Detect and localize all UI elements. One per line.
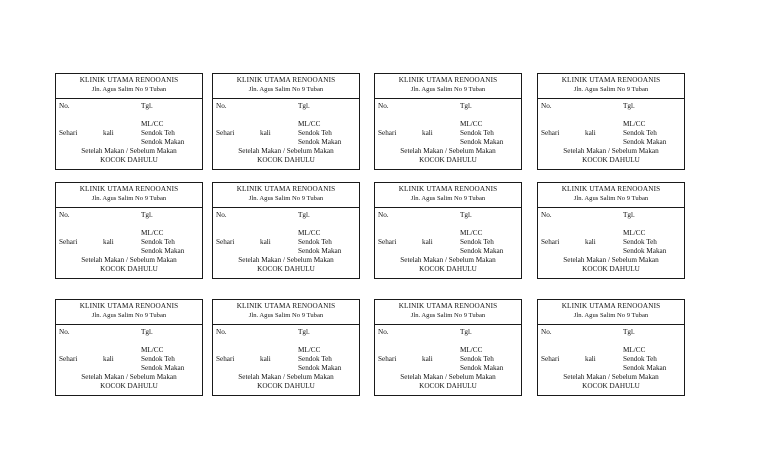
- dose-unit-tablespoon: Sendok Makan: [298, 138, 342, 146]
- clinic-address: Jln. Agus Salim No 9 Tuban: [410, 195, 486, 202]
- dose-unit-mlcc: ML/CC: [623, 120, 646, 128]
- prescription-label: [374, 299, 522, 396]
- date-field-label: Tgl.: [298, 328, 310, 336]
- label-header: [375, 300, 521, 325]
- meal-instruction: Setelah Makan / Sebelum Makan: [400, 256, 496, 264]
- number-field-label: No.: [59, 102, 70, 110]
- shake-instruction: KOCOK DAHULU: [100, 156, 158, 164]
- meal-instruction: Setelah Makan / Sebelum Makan: [81, 256, 177, 264]
- date-field-label: Tgl.: [623, 211, 635, 219]
- number-field-label: No.: [216, 211, 227, 219]
- shake-instruction: KOCOK DAHULU: [419, 156, 477, 164]
- date-field-label: Tgl.: [141, 211, 153, 219]
- prescription-label: [55, 299, 203, 396]
- dose-unit-mlcc: ML/CC: [141, 120, 164, 128]
- label-body: [56, 325, 202, 395]
- dose-unit-tablespoon: Sendok Makan: [623, 364, 667, 372]
- per-day-label: Sehari: [59, 238, 78, 246]
- dose-unit-tablespoon: Sendok Makan: [623, 247, 667, 255]
- dose-unit-teaspoon: Sendok Teh: [141, 238, 175, 246]
- label-body: [538, 325, 684, 395]
- clinic-address: Jln. Agus Salim No 9 Tuban: [91, 312, 167, 319]
- meal-instruction: Setelah Makan / Sebelum Makan: [400, 147, 496, 155]
- label-body: [375, 208, 521, 278]
- times-label: kali: [103, 129, 114, 137]
- clinic-name: KLINIK UTAMA RENOOANIS: [398, 185, 498, 193]
- clinic-address: Jln. Agus Salim No 9 Tuban: [573, 195, 649, 202]
- label-header: [375, 183, 521, 208]
- dose-unit-teaspoon: Sendok Teh: [460, 238, 494, 246]
- per-day-label: Sehari: [59, 129, 78, 137]
- label-header: [56, 74, 202, 99]
- prescription-label: [212, 299, 360, 396]
- clinic-name: KLINIK UTAMA RENOOANIS: [79, 76, 179, 84]
- prescription-label: [537, 182, 685, 279]
- clinic-address: Jln. Agus Salim No 9 Tuban: [91, 86, 167, 93]
- label-body: [538, 99, 684, 169]
- prescription-label: [55, 73, 203, 170]
- meal-instruction: Setelah Makan / Sebelum Makan: [400, 373, 496, 381]
- shake-instruction: KOCOK DAHULU: [582, 265, 640, 273]
- prescription-label: [212, 182, 360, 279]
- number-field-label: No.: [378, 211, 389, 219]
- times-label: kali: [422, 129, 433, 137]
- dose-unit-teaspoon: Sendok Teh: [298, 129, 332, 137]
- dose-unit-teaspoon: Sendok Teh: [623, 238, 657, 246]
- clinic-address: Jln. Agus Salim No 9 Tuban: [91, 195, 167, 202]
- dose-unit-mlcc: ML/CC: [460, 120, 483, 128]
- dose-unit-tablespoon: Sendok Makan: [298, 364, 342, 372]
- label-body: [213, 325, 359, 395]
- per-day-label: Sehari: [378, 355, 397, 363]
- per-day-label: Sehari: [378, 238, 397, 246]
- dose-unit-teaspoon: Sendok Teh: [623, 355, 657, 363]
- times-label: kali: [260, 355, 271, 363]
- clinic-address: Jln. Agus Salim No 9 Tuban: [410, 312, 486, 319]
- date-field-label: Tgl.: [460, 328, 472, 336]
- label-header: [538, 300, 684, 325]
- shake-instruction: KOCOK DAHULU: [100, 382, 158, 390]
- shake-instruction: KOCOK DAHULU: [419, 382, 477, 390]
- meal-instruction: Setelah Makan / Sebelum Makan: [238, 256, 334, 264]
- times-label: kali: [103, 355, 114, 363]
- shake-instruction: KOCOK DAHULU: [100, 265, 158, 273]
- shake-instruction: KOCOK DAHULU: [582, 382, 640, 390]
- meal-instruction: Setelah Makan / Sebelum Makan: [563, 373, 659, 381]
- number-field-label: No.: [59, 328, 70, 336]
- per-day-label: Sehari: [59, 355, 78, 363]
- shake-instruction: KOCOK DAHULU: [419, 265, 477, 273]
- date-field-label: Tgl.: [141, 102, 153, 110]
- label-body: [375, 325, 521, 395]
- dose-unit-tablespoon: Sendok Makan: [141, 247, 185, 255]
- dose-unit-teaspoon: Sendok Teh: [141, 355, 175, 363]
- label-body: [213, 208, 359, 278]
- dose-unit-mlcc: ML/CC: [623, 346, 646, 354]
- dose-unit-mlcc: ML/CC: [623, 229, 646, 237]
- per-day-label: Sehari: [541, 238, 560, 246]
- per-day-label: Sehari: [541, 129, 560, 137]
- label-body: [538, 208, 684, 278]
- times-label: kali: [422, 355, 433, 363]
- dose-unit-teaspoon: Sendok Teh: [460, 129, 494, 137]
- number-field-label: No.: [216, 328, 227, 336]
- meal-instruction: Setelah Makan / Sebelum Makan: [81, 373, 177, 381]
- times-label: kali: [103, 238, 114, 246]
- shake-instruction: KOCOK DAHULU: [257, 265, 315, 273]
- dose-unit-tablespoon: Sendok Makan: [141, 138, 185, 146]
- label-body: [213, 99, 359, 169]
- clinic-name: KLINIK UTAMA RENOOANIS: [79, 185, 179, 193]
- dose-unit-teaspoon: Sendok Teh: [298, 238, 332, 246]
- times-label: kali: [585, 238, 596, 246]
- dose-unit-tablespoon: Sendok Makan: [141, 364, 185, 372]
- prescription-label: [374, 182, 522, 279]
- clinic-name: KLINIK UTAMA RENOOANIS: [561, 76, 661, 84]
- prescription-label: [537, 73, 685, 170]
- dose-unit-mlcc: ML/CC: [460, 346, 483, 354]
- number-field-label: No.: [541, 211, 552, 219]
- shake-instruction: KOCOK DAHULU: [257, 156, 315, 164]
- dose-unit-tablespoon: Sendok Makan: [460, 364, 504, 372]
- dose-unit-mlcc: ML/CC: [141, 346, 164, 354]
- number-field-label: No.: [378, 328, 389, 336]
- dose-unit-mlcc: ML/CC: [298, 120, 321, 128]
- dose-unit-tablespoon: Sendok Makan: [460, 247, 504, 255]
- number-field-label: No.: [216, 102, 227, 110]
- shake-instruction: KOCOK DAHULU: [582, 156, 640, 164]
- label-header: [213, 300, 359, 325]
- clinic-address: Jln. Agus Salim No 9 Tuban: [248, 86, 324, 93]
- dose-unit-teaspoon: Sendok Teh: [298, 355, 332, 363]
- per-day-label: Sehari: [378, 129, 397, 137]
- dose-unit-teaspoon: Sendok Teh: [141, 129, 175, 137]
- label-header: [213, 183, 359, 208]
- per-day-label: Sehari: [216, 129, 235, 137]
- per-day-label: Sehari: [216, 238, 235, 246]
- meal-instruction: Setelah Makan / Sebelum Makan: [563, 256, 659, 264]
- prescription-label: [537, 299, 685, 396]
- clinic-name: KLINIK UTAMA RENOOANIS: [561, 302, 661, 310]
- date-field-label: Tgl.: [460, 211, 472, 219]
- prescription-label: [55, 182, 203, 279]
- number-field-label: No.: [541, 328, 552, 336]
- dose-unit-tablespoon: Sendok Makan: [298, 247, 342, 255]
- dose-unit-tablespoon: Sendok Makan: [623, 138, 667, 146]
- times-label: kali: [585, 355, 596, 363]
- dose-unit-mlcc: ML/CC: [141, 229, 164, 237]
- meal-instruction: Setelah Makan / Sebelum Makan: [238, 147, 334, 155]
- date-field-label: Tgl.: [298, 211, 310, 219]
- label-body: [56, 99, 202, 169]
- label-body: [56, 208, 202, 278]
- clinic-address: Jln. Agus Salim No 9 Tuban: [410, 86, 486, 93]
- label-header: [538, 74, 684, 99]
- prescription-label: [212, 73, 360, 170]
- clinic-address: Jln. Agus Salim No 9 Tuban: [248, 312, 324, 319]
- dose-unit-teaspoon: Sendok Teh: [623, 129, 657, 137]
- number-field-label: No.: [59, 211, 70, 219]
- times-label: kali: [585, 129, 596, 137]
- label-body: [375, 99, 521, 169]
- date-field-label: Tgl.: [623, 102, 635, 110]
- meal-instruction: Setelah Makan / Sebelum Makan: [238, 373, 334, 381]
- dose-unit-mlcc: ML/CC: [298, 229, 321, 237]
- date-field-label: Tgl.: [141, 328, 153, 336]
- clinic-name: KLINIK UTAMA RENOOANIS: [398, 76, 498, 84]
- clinic-address: Jln. Agus Salim No 9 Tuban: [573, 86, 649, 93]
- clinic-name: KLINIK UTAMA RENOOANIS: [79, 302, 179, 310]
- per-day-label: Sehari: [541, 355, 560, 363]
- clinic-name: KLINIK UTAMA RENOOANIS: [236, 185, 336, 193]
- dose-unit-mlcc: ML/CC: [298, 346, 321, 354]
- label-header: [538, 183, 684, 208]
- label-header: [375, 74, 521, 99]
- label-header: [56, 300, 202, 325]
- per-day-label: Sehari: [216, 355, 235, 363]
- prescription-label: [374, 73, 522, 170]
- times-label: kali: [260, 238, 271, 246]
- meal-instruction: Setelah Makan / Sebelum Makan: [563, 147, 659, 155]
- shake-instruction: KOCOK DAHULU: [257, 382, 315, 390]
- number-field-label: No.: [541, 102, 552, 110]
- clinic-name: KLINIK UTAMA RENOOANIS: [236, 302, 336, 310]
- clinic-name: KLINIK UTAMA RENOOANIS: [398, 302, 498, 310]
- meal-instruction: Setelah Makan / Sebelum Makan: [81, 147, 177, 155]
- dose-unit-tablespoon: Sendok Makan: [460, 138, 504, 146]
- date-field-label: Tgl.: [460, 102, 472, 110]
- clinic-name: KLINIK UTAMA RENOOANIS: [561, 185, 661, 193]
- dose-unit-mlcc: ML/CC: [460, 229, 483, 237]
- dose-unit-teaspoon: Sendok Teh: [460, 355, 494, 363]
- clinic-address: Jln. Agus Salim No 9 Tuban: [573, 312, 649, 319]
- times-label: kali: [260, 129, 271, 137]
- label-header: [213, 74, 359, 99]
- date-field-label: Tgl.: [298, 102, 310, 110]
- clinic-address: Jln. Agus Salim No 9 Tuban: [248, 195, 324, 202]
- number-field-label: No.: [378, 102, 389, 110]
- times-label: kali: [422, 238, 433, 246]
- clinic-name: KLINIK UTAMA RENOOANIS: [236, 76, 336, 84]
- label-header: [56, 183, 202, 208]
- date-field-label: Tgl.: [623, 328, 635, 336]
